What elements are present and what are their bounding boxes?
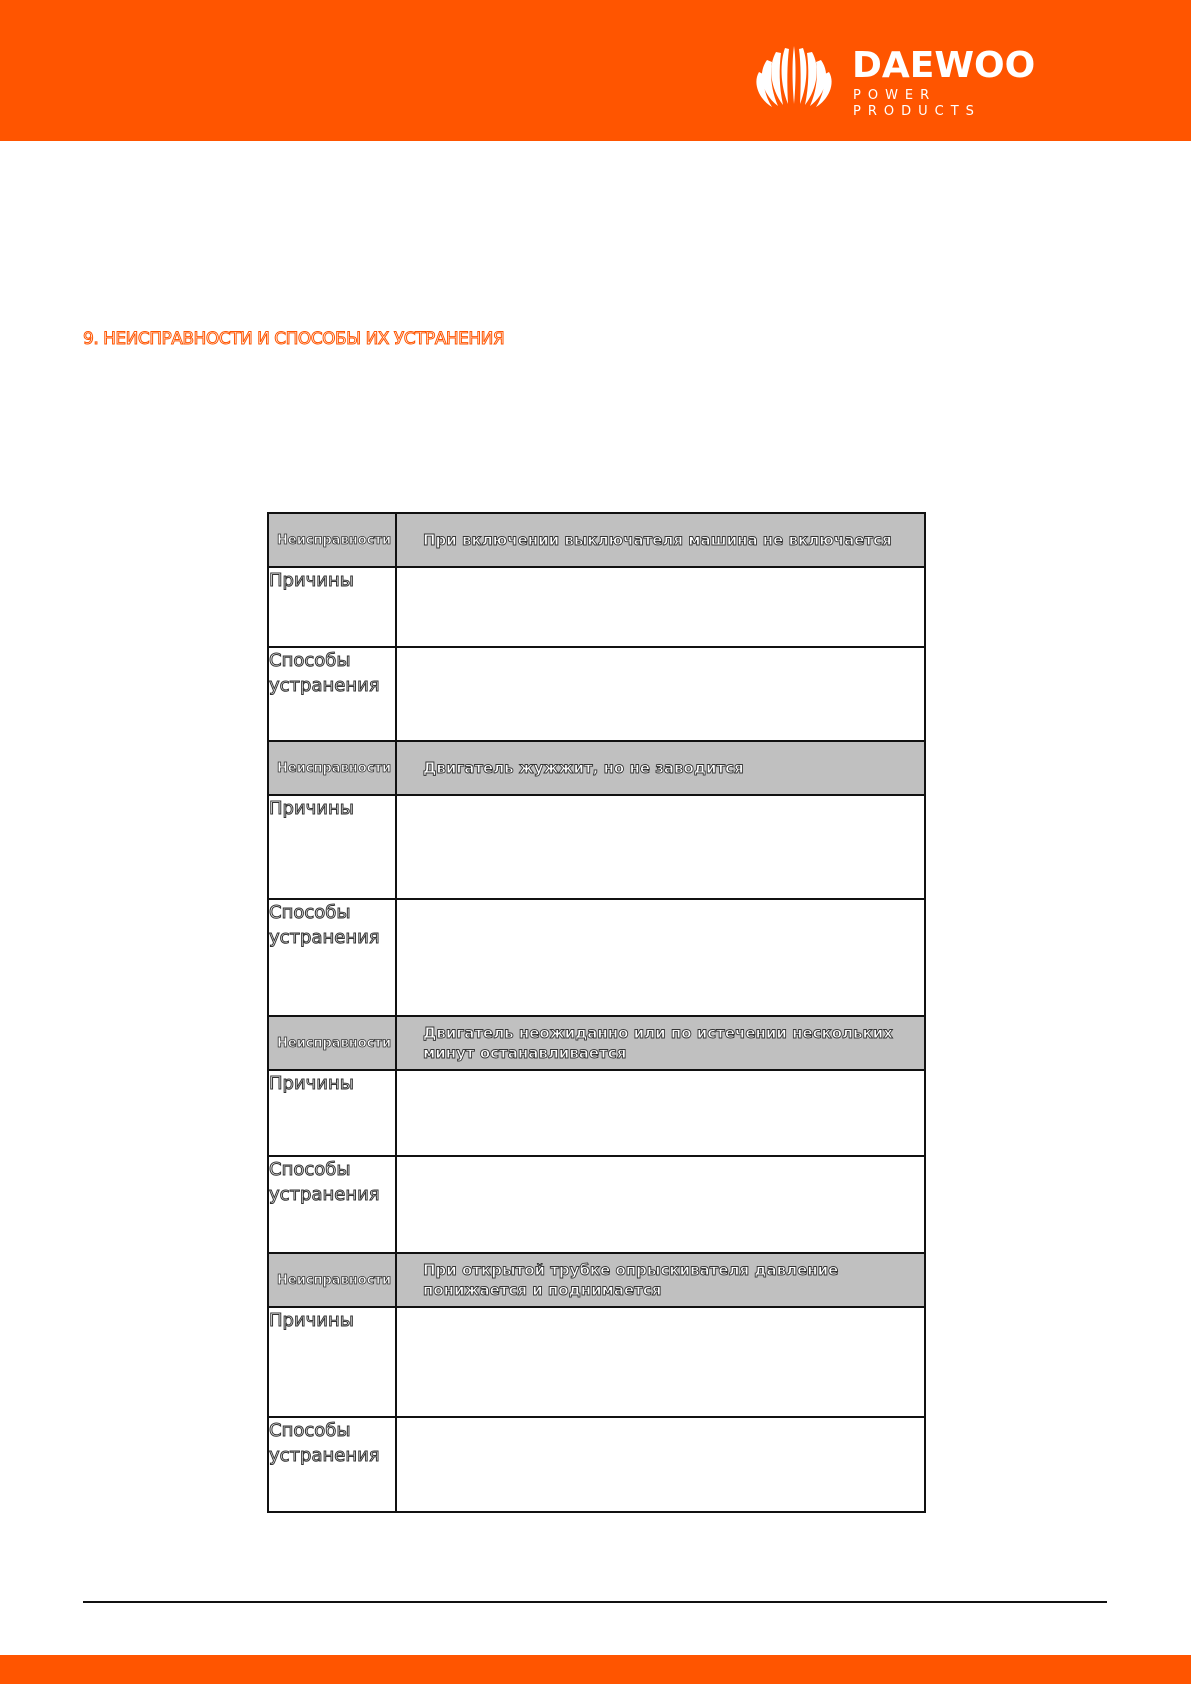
remedies-label: Способы устранения: [268, 899, 396, 1016]
remedies-cell: [396, 899, 925, 1016]
remedies-cell: [396, 1156, 925, 1253]
fault-label: Неисправности: [268, 741, 396, 795]
brand-name: DAEWOO: [852, 45, 1036, 86]
causes-row: [268, 1307, 925, 1417]
fault-label: Неисправности: [268, 1253, 396, 1307]
causes-cell: [396, 795, 925, 899]
causes-row: [268, 795, 925, 899]
causes-cell: [396, 1070, 925, 1156]
fault-label: Неисправности: [268, 1016, 396, 1070]
causes-row: [268, 1070, 925, 1156]
brand-logo: [752, 42, 1072, 119]
fault-description: Двигатель неожиданно или по истечении нескольких минут останавливается: [396, 1016, 925, 1070]
remedies-row: [268, 1156, 925, 1253]
causes-cell: [396, 1307, 925, 1417]
causes-label: Причины: [268, 567, 396, 647]
causes-label: Причины: [268, 1307, 396, 1417]
footer-bar: [0, 1655, 1191, 1684]
causes-label: Причины: [268, 795, 396, 899]
remedies-row: [268, 899, 925, 1016]
footer-divider: [83, 1601, 1107, 1603]
fault-row: [268, 513, 925, 567]
daewoo-shell-logo-icon: [752, 42, 836, 110]
fault-description: При включении выключателя машина не включается: [396, 513, 925, 567]
remedies-label: Способы устранения: [268, 1156, 396, 1253]
header-bar: [0, 0, 1191, 141]
remedies-cell: [396, 647, 925, 741]
causes-row: [268, 567, 925, 647]
remedies-cell: [396, 1417, 925, 1512]
remedies-label: Способы устранения: [268, 1417, 396, 1512]
brand-subtitle: POWER PRODUCTS: [853, 88, 981, 119]
fault-description: Двигатель жужжит, но не заводится: [396, 741, 925, 795]
fault-description: При открытой трубке опрыскивателя давление понижается и поднимается: [396, 1253, 925, 1307]
section-title: 9. НЕИСПРАВНОСТИ И СПОСОБЫ ИХ УСТРАНЕНИЯ: [83, 329, 505, 349]
causes-cell: [396, 567, 925, 647]
remedies-label: Способы устранения: [268, 647, 396, 741]
fault-row: [268, 741, 925, 795]
troubleshooting-table: [267, 512, 926, 1513]
causes-label: Причины: [268, 1070, 396, 1156]
fault-row: [268, 1253, 925, 1307]
fault-label: Неисправности: [268, 513, 396, 567]
remedies-row: [268, 1417, 925, 1512]
remedies-row: [268, 647, 925, 741]
fault-row: [268, 1016, 925, 1070]
